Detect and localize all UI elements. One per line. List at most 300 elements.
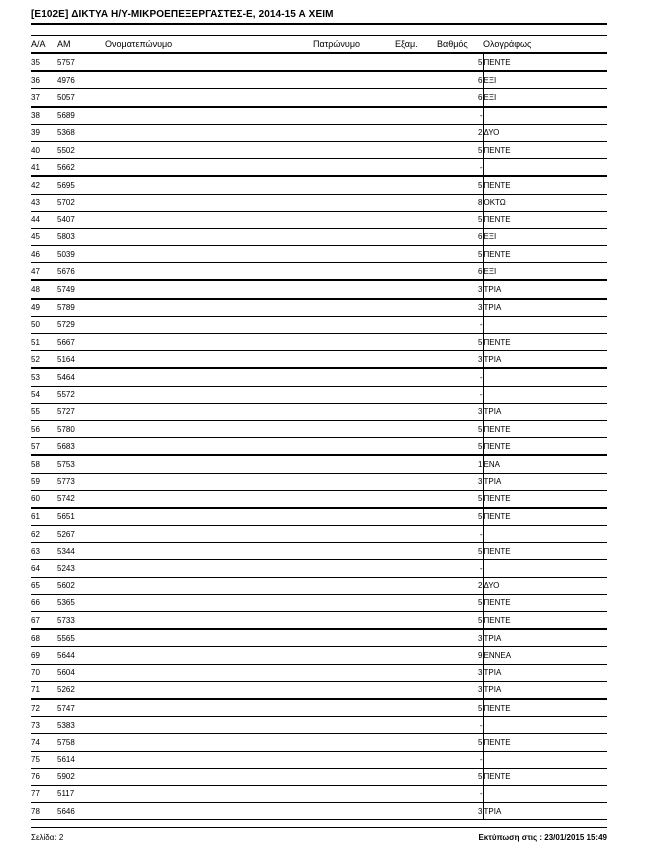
row-am: 5644	[57, 647, 105, 664]
row-words: ΤΡΙΑ	[483, 403, 607, 420]
row-am: 5164	[57, 351, 105, 369]
row-am: 5676	[57, 263, 105, 281]
table-row	[31, 299, 607, 317]
row-patronymic	[313, 228, 395, 245]
row-am: 5758	[57, 734, 105, 751]
row-patronymic	[313, 717, 395, 734]
row-name	[105, 176, 313, 194]
row-grade: 5	[437, 246, 483, 263]
row-words: ΤΡΙΑ	[483, 803, 607, 820]
row-name	[105, 699, 313, 717]
table-row	[31, 280, 607, 298]
title-rule	[31, 23, 607, 25]
row-words: ΤΡΙΑ	[483, 664, 607, 681]
row-name	[105, 785, 313, 802]
row-am: 5651	[57, 508, 105, 526]
row-exam	[395, 71, 437, 89]
row-name	[105, 751, 313, 768]
row-grade: 5	[437, 768, 483, 785]
row-am: 5667	[57, 334, 105, 351]
row-patronymic	[313, 751, 395, 768]
row-words: ΠΕΝΤΕ	[483, 334, 607, 351]
table-row	[31, 159, 607, 177]
table-row	[31, 473, 607, 490]
print-timestamp: Εκτύπωση στις : 23/01/2015 15:49	[478, 833, 607, 842]
row-patronymic	[313, 734, 395, 751]
row-am: 5753	[57, 455, 105, 473]
row-words: ΕΞΙ	[483, 263, 607, 281]
row-words: ΠΕΝΤΕ	[483, 543, 607, 560]
row-am: 5749	[57, 280, 105, 298]
row-am: 5742	[57, 490, 105, 508]
row-words	[483, 386, 607, 403]
row-grade: -	[437, 368, 483, 386]
row-grade: 3	[437, 473, 483, 490]
row-exam	[395, 543, 437, 560]
table-row	[31, 211, 607, 228]
row-grade: -	[437, 717, 483, 734]
row-patronymic	[313, 194, 395, 211]
row-name	[105, 647, 313, 664]
row-words: ΤΡΙΑ	[483, 299, 607, 317]
row-name	[105, 194, 313, 211]
row-patronymic	[313, 263, 395, 281]
footer-rule	[31, 827, 607, 828]
header-name: Ονοματεπώνυμο	[105, 36, 313, 53]
row-exam	[395, 508, 437, 526]
row-grade: -	[437, 526, 483, 543]
row-grade: 3	[437, 629, 483, 647]
header-aa: Α/Α	[31, 36, 57, 53]
row-words	[483, 560, 607, 577]
row-grade: 3	[437, 280, 483, 298]
row-aa: 57	[31, 438, 57, 456]
row-words	[483, 785, 607, 802]
row-am: 5789	[57, 299, 105, 317]
row-exam	[395, 629, 437, 647]
row-name	[105, 455, 313, 473]
table-row	[31, 141, 607, 158]
row-words: ΔΥΟ	[483, 577, 607, 594]
table-header-row	[31, 36, 607, 53]
row-exam	[395, 141, 437, 158]
row-exam	[395, 473, 437, 490]
table-row	[31, 368, 607, 386]
row-name	[105, 508, 313, 526]
row-aa: 54	[31, 386, 57, 403]
row-name	[105, 768, 313, 785]
row-patronymic	[313, 577, 395, 594]
row-aa: 42	[31, 176, 57, 194]
row-aa: 39	[31, 124, 57, 141]
row-exam	[395, 664, 437, 681]
row-words: ΔΥΟ	[483, 124, 607, 141]
row-patronymic	[313, 176, 395, 194]
row-name	[105, 420, 313, 437]
row-aa: 67	[31, 612, 57, 630]
row-am: 5365	[57, 594, 105, 611]
row-words: ΤΡΙΑ	[483, 280, 607, 298]
row-aa: 61	[31, 508, 57, 526]
row-am: 5243	[57, 560, 105, 577]
row-aa: 70	[31, 664, 57, 681]
row-exam	[395, 53, 437, 71]
row-name	[105, 368, 313, 386]
header-grade: Βαθμός	[437, 36, 483, 53]
row-grade: -	[437, 386, 483, 403]
row-grade: 3	[437, 803, 483, 820]
table-row	[31, 560, 607, 577]
row-aa: 68	[31, 629, 57, 647]
row-aa: 71	[31, 681, 57, 699]
row-aa: 46	[31, 246, 57, 263]
row-aa: 38	[31, 107, 57, 125]
row-name	[105, 717, 313, 734]
row-aa: 77	[31, 785, 57, 802]
row-words: ΠΕΝΤΕ	[483, 490, 607, 508]
row-patronymic	[313, 594, 395, 611]
row-am: 5572	[57, 386, 105, 403]
row-grade: 5	[437, 334, 483, 351]
row-patronymic	[313, 473, 395, 490]
row-am: 5344	[57, 543, 105, 560]
table-row	[31, 734, 607, 751]
header-exam: Εξαμ.	[395, 36, 437, 53]
row-patronymic	[313, 768, 395, 785]
row-words: ΠΕΝΤΕ	[483, 438, 607, 456]
row-patronymic	[313, 124, 395, 141]
row-exam	[395, 124, 437, 141]
table-row	[31, 612, 607, 630]
row-exam	[395, 526, 437, 543]
row-words	[483, 159, 607, 177]
row-grade: 2	[437, 577, 483, 594]
row-aa: 43	[31, 194, 57, 211]
table-row	[31, 71, 607, 89]
row-patronymic	[313, 785, 395, 802]
row-aa: 36	[31, 71, 57, 89]
row-grade: 6	[437, 71, 483, 89]
row-exam	[395, 717, 437, 734]
row-patronymic	[313, 438, 395, 456]
row-am: 5646	[57, 803, 105, 820]
row-name	[105, 734, 313, 751]
row-patronymic	[313, 803, 395, 820]
row-patronymic	[313, 89, 395, 107]
row-grade: 5	[437, 176, 483, 194]
row-aa: 41	[31, 159, 57, 177]
table-row	[31, 664, 607, 681]
row-grade: 5	[437, 211, 483, 228]
row-grade: 5	[437, 420, 483, 437]
row-am: 5773	[57, 473, 105, 490]
row-grade: 8	[437, 194, 483, 211]
row-patronymic	[313, 71, 395, 89]
table-row	[31, 526, 607, 543]
row-exam	[395, 438, 437, 456]
row-words: ΟΚΤΩ	[483, 194, 607, 211]
row-patronymic	[313, 508, 395, 526]
row-aa: 63	[31, 543, 57, 560]
row-words	[483, 526, 607, 543]
table-row	[31, 316, 607, 333]
row-grade: 6	[437, 263, 483, 281]
document-title: [E102E] ΔΙΚΤΥΑ Η/Υ-ΜΙΚΡΟΕΠΕΞΕΡΓΑΣΤΕΣ-Ε, 2014-15 Α ΧΕΙΜ	[31, 9, 334, 20]
row-name	[105, 664, 313, 681]
row-patronymic	[313, 351, 395, 369]
row-words: ΠΕΝΤΕ	[483, 420, 607, 437]
row-name	[105, 681, 313, 699]
row-am: 5727	[57, 403, 105, 420]
row-aa: 56	[31, 420, 57, 437]
row-patronymic	[313, 629, 395, 647]
row-grade: 5	[437, 612, 483, 630]
row-aa: 62	[31, 526, 57, 543]
row-name	[105, 386, 313, 403]
row-words	[483, 368, 607, 386]
row-patronymic	[313, 141, 395, 158]
row-exam	[395, 768, 437, 785]
table-row	[31, 717, 607, 734]
row-patronymic	[313, 526, 395, 543]
row-grade: 5	[437, 53, 483, 71]
table-row	[31, 681, 607, 699]
row-am: 5780	[57, 420, 105, 437]
row-am: 5368	[57, 124, 105, 141]
row-exam	[395, 803, 437, 820]
row-name	[105, 89, 313, 107]
table-row	[31, 334, 607, 351]
row-patronymic	[313, 543, 395, 560]
table-row	[31, 768, 607, 785]
row-name	[105, 211, 313, 228]
table-row	[31, 803, 607, 820]
row-patronymic	[313, 334, 395, 351]
row-exam	[395, 560, 437, 577]
row-name	[105, 299, 313, 317]
table-row	[31, 351, 607, 369]
row-grade: 3	[437, 299, 483, 317]
row-grade: 5	[437, 734, 483, 751]
row-name	[105, 334, 313, 351]
row-words: ΕΝΝΕΑ	[483, 647, 607, 664]
row-words	[483, 316, 607, 333]
row-aa: 69	[31, 647, 57, 664]
table-row	[31, 647, 607, 664]
table-row	[31, 246, 607, 263]
row-am: 5464	[57, 368, 105, 386]
table-body	[31, 53, 607, 820]
row-name	[105, 263, 313, 281]
table-row	[31, 176, 607, 194]
table-row	[31, 508, 607, 526]
row-aa: 45	[31, 228, 57, 245]
row-patronymic	[313, 211, 395, 228]
table-row	[31, 124, 607, 141]
row-am: 5803	[57, 228, 105, 245]
row-grade: 3	[437, 664, 483, 681]
row-name	[105, 228, 313, 245]
table-row	[31, 438, 607, 456]
row-grade: 9	[437, 647, 483, 664]
row-name	[105, 560, 313, 577]
table-row	[31, 53, 607, 71]
row-am: 5604	[57, 664, 105, 681]
row-patronymic	[313, 647, 395, 664]
row-name	[105, 53, 313, 71]
row-am: 5695	[57, 176, 105, 194]
row-aa: 72	[31, 699, 57, 717]
row-patronymic	[313, 53, 395, 71]
row-aa: 53	[31, 368, 57, 386]
table-row	[31, 420, 607, 437]
row-words: ΤΡΙΑ	[483, 629, 607, 647]
row-name	[105, 403, 313, 420]
row-aa: 50	[31, 316, 57, 333]
row-am: 5502	[57, 141, 105, 158]
row-name	[105, 71, 313, 89]
header-patronymic: Πατρώνυμο	[313, 36, 395, 53]
row-grade: 6	[437, 228, 483, 245]
row-exam	[395, 211, 437, 228]
row-patronymic	[313, 681, 395, 699]
row-aa: 37	[31, 89, 57, 107]
row-name	[105, 543, 313, 560]
row-name	[105, 803, 313, 820]
header-am: ΑΜ	[57, 36, 105, 53]
row-words: ΕΞΙ	[483, 228, 607, 245]
row-exam	[395, 386, 437, 403]
page-number: Σελίδα: 2	[31, 833, 64, 842]
row-name	[105, 316, 313, 333]
row-words: ΕΞΙ	[483, 71, 607, 89]
row-aa: 52	[31, 351, 57, 369]
row-aa: 76	[31, 768, 57, 785]
row-grade: 6	[437, 89, 483, 107]
row-exam	[395, 420, 437, 437]
row-exam	[395, 316, 437, 333]
row-exam	[395, 594, 437, 611]
row-patronymic	[313, 299, 395, 317]
row-patronymic	[313, 560, 395, 577]
table-row	[31, 699, 607, 717]
row-exam	[395, 176, 437, 194]
table-row	[31, 785, 607, 802]
row-words: ΠΕΝΤΕ	[483, 594, 607, 611]
row-name	[105, 526, 313, 543]
row-am: 5729	[57, 316, 105, 333]
row-aa: 49	[31, 299, 57, 317]
row-exam	[395, 194, 437, 211]
table-row	[31, 403, 607, 420]
row-words	[483, 717, 607, 734]
row-exam	[395, 107, 437, 125]
row-name	[105, 594, 313, 611]
row-grade: 5	[437, 490, 483, 508]
row-name	[105, 246, 313, 263]
row-aa: 40	[31, 141, 57, 158]
row-name	[105, 159, 313, 177]
row-exam	[395, 351, 437, 369]
row-patronymic	[313, 316, 395, 333]
row-grade: -	[437, 316, 483, 333]
row-patronymic	[313, 664, 395, 681]
row-am: 5614	[57, 751, 105, 768]
row-exam	[395, 490, 437, 508]
table-row	[31, 490, 607, 508]
row-exam	[395, 89, 437, 107]
row-aa: 60	[31, 490, 57, 508]
row-patronymic	[313, 246, 395, 263]
row-aa: 66	[31, 594, 57, 611]
row-am: 5267	[57, 526, 105, 543]
row-grade: -	[437, 107, 483, 125]
row-grade: 3	[437, 351, 483, 369]
row-patronymic	[313, 699, 395, 717]
row-patronymic	[313, 107, 395, 125]
row-patronymic	[313, 368, 395, 386]
row-patronymic	[313, 280, 395, 298]
row-words: ΤΡΙΑ	[483, 681, 607, 699]
row-patronymic	[313, 612, 395, 630]
table-row	[31, 629, 607, 647]
row-grade: -	[437, 159, 483, 177]
row-exam	[395, 734, 437, 751]
row-exam	[395, 612, 437, 630]
row-exam	[395, 455, 437, 473]
row-aa: 73	[31, 717, 57, 734]
row-name	[105, 141, 313, 158]
row-aa: 59	[31, 473, 57, 490]
row-am: 5747	[57, 699, 105, 717]
row-aa: 35	[31, 53, 57, 71]
table-row	[31, 543, 607, 560]
header-words: Ολογράφως	[483, 36, 607, 53]
row-am: 5689	[57, 107, 105, 125]
row-aa: 55	[31, 403, 57, 420]
row-exam	[395, 263, 437, 281]
row-words: ΠΕΝΤΕ	[483, 699, 607, 717]
row-patronymic	[313, 455, 395, 473]
row-words: ΤΡΙΑ	[483, 351, 607, 369]
row-aa: 47	[31, 263, 57, 281]
row-words	[483, 107, 607, 125]
row-aa: 51	[31, 334, 57, 351]
row-exam	[395, 280, 437, 298]
table-row	[31, 107, 607, 125]
row-words: ΠΕΝΤΕ	[483, 768, 607, 785]
row-name	[105, 280, 313, 298]
row-grade: -	[437, 560, 483, 577]
row-exam	[395, 334, 437, 351]
table-row	[31, 228, 607, 245]
row-words: ΠΕΝΤΕ	[483, 508, 607, 526]
row-patronymic	[313, 386, 395, 403]
row-am: 5407	[57, 211, 105, 228]
row-exam	[395, 368, 437, 386]
row-am: 5702	[57, 194, 105, 211]
row-am: 5057	[57, 89, 105, 107]
row-aa: 75	[31, 751, 57, 768]
row-words: ΤΡΙΑ	[483, 473, 607, 490]
row-exam	[395, 785, 437, 802]
row-patronymic	[313, 159, 395, 177]
row-aa: 65	[31, 577, 57, 594]
row-exam	[395, 681, 437, 699]
table-row	[31, 89, 607, 107]
row-words: ΕΞΙ	[483, 89, 607, 107]
row-name	[105, 351, 313, 369]
